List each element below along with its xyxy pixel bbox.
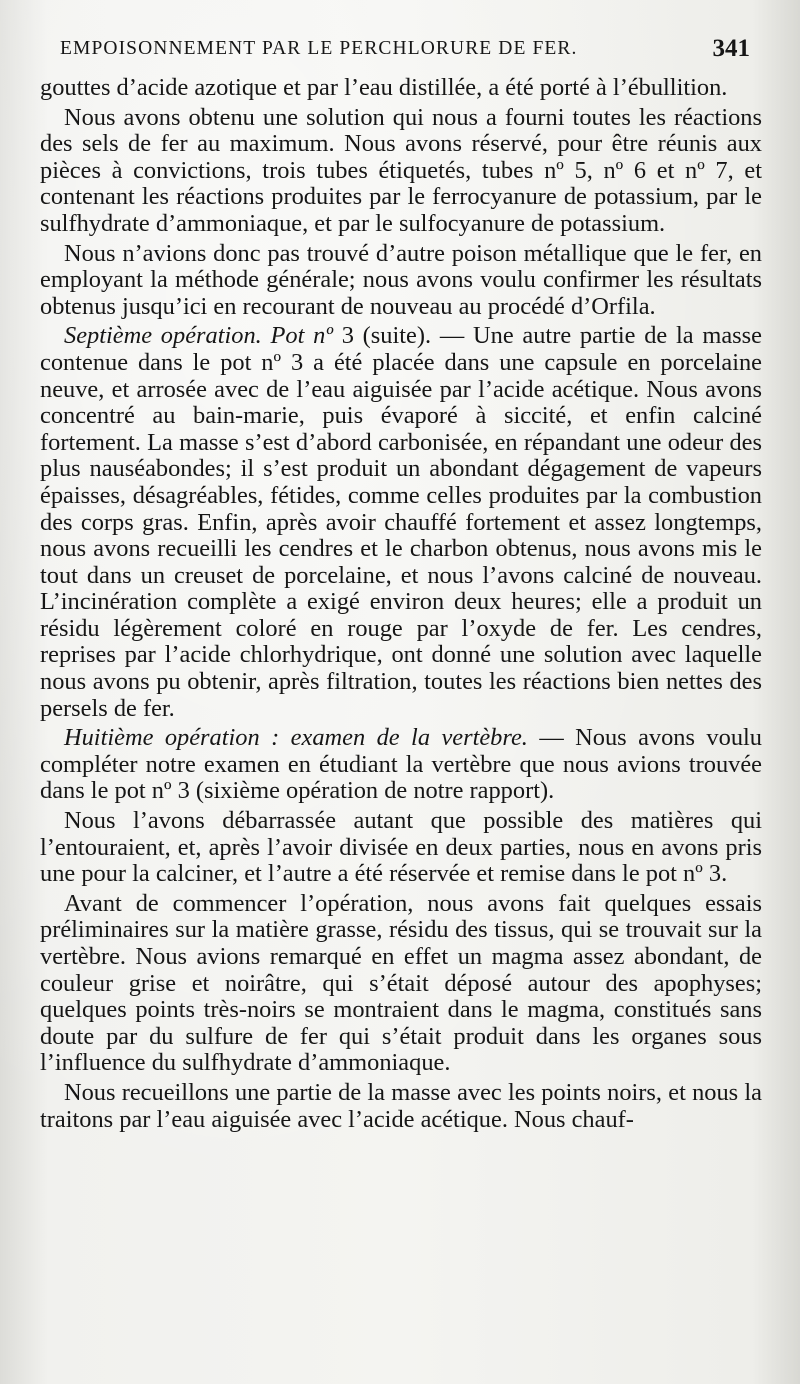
paragraph-continuation	[40, 75, 762, 102]
section-heading-septieme-operation: Septième opération. Pot nº	[64, 322, 333, 350]
page-number: 341	[712, 35, 750, 62]
paragraph-text: — Nous avons voulu compléter notre examen en étudiant la vertèbre que nous avions trouvée dans le pot nº 3 (sixième opération de notre rapport).	[40, 724, 762, 805]
page-header	[60, 36, 750, 70]
paragraph	[40, 1080, 762, 1133]
paragraph-text: Avant de commencer l’opération, nous avons fait quelques essais préliminaires sur la matière grasse, résidu des tissus, qui se trouvait sur la vertèbre. Nous avions remarqué en effet un magma assez abondant, de couleur grise et noirâtre, qui s’était déposé autour des apophyses; quelques points très-noirs se montraient dans le magma, constitués sans doute par du sulfure de fer qui s’était produit dans les organes sous l’influence du sulfhydrate d’ammoniaque.	[40, 889, 762, 1077]
paragraph-text: Nous recueillons une partie de la masse avec les points noirs, et nous la traitons par l’eau aiguisée avec l’acide acétique. Nous chauf-	[40, 1078, 762, 1133]
paragraph-text: 3 (suite). — Une autre partie de la masse contenue dans le pot nº 3 a été placée dans une capsule en porcelaine neuve, et arrosée avec de l’eau aiguisée par l’acide acétique. Nous avons concentré au bain-marie, puis évaporé à siccité, et enfin calciné fortement. La masse s’est d’abord carbonisée, en répandant une odeur des plus nauséabondes; il s’est produit un abondant dégagement de vapeurs épaisses, désagréables, fétides, comme celles produites par la combustion des corps gras. Enfin, après avoir chauffé fortement et assez longtemps, nous avons recueilli les cendres et le charbon obtenus, nous avons mis le tout dans un creuset de porcelaine, et nous l’avons calciné de nouveau. L’incinération complète a exigé environ deux heures; elle a produit un résidu légèrement coloré en rouge par l’oxyde de fer. Les cendres, reprises par l’acide chlorhydrique, ont donné une solution avec laquelle nous avons pu obtenir, après filtration, toutes les réactions bien nettes des persels de fer.	[40, 322, 762, 722]
body-text	[40, 75, 762, 1136]
paragraph-text: Nous n’avions donc pas trouvé d’autre poison métallique que le fer, en employant la méthode générale; nous avons voulu confirmer les résultats obtenus jusqu’ici en recourant de nouveau au procédé d’Orfila.	[40, 239, 762, 320]
paragraph	[40, 725, 762, 805]
section-heading-huitieme-operation: Huitième opération : examen de la vertèbre.	[64, 724, 528, 752]
running-head: EMPOISONNEMENT PAR LE PERCHLORURE DE FER.	[60, 38, 578, 59]
paragraph-text: Nous avons obtenu une solution qui nous a fourni toutes les réactions des sels de fer au maximum. Nous avons réservé, pour être réunis aux pièces à convictions, trois tubes étiquetés, tubes nº 5, nº 6 et nº 7, et contenant les réactions produites par le ferrocyanure de potassium, par le sulfhydrate d’ammoniaque, et par le sulfocyanure de potassium.	[40, 103, 762, 237]
paragraph	[40, 105, 762, 238]
paragraph	[40, 241, 762, 321]
paragraph-text: Nous l’avons débarrassée autant que possible des matières qui l’entouraient, et, après l’avoir divisée en deux parties, nous en avons pris une pour la calciner, et l’autre a été réservée et remise dans le pot nº 3.	[40, 807, 762, 888]
paragraph-text: gouttes d’acide azotique et par l’eau distillée, a été porté à l’ébullition.	[40, 74, 728, 101]
paragraph	[40, 808, 762, 888]
paragraph	[40, 323, 762, 722]
paragraph	[40, 891, 762, 1077]
